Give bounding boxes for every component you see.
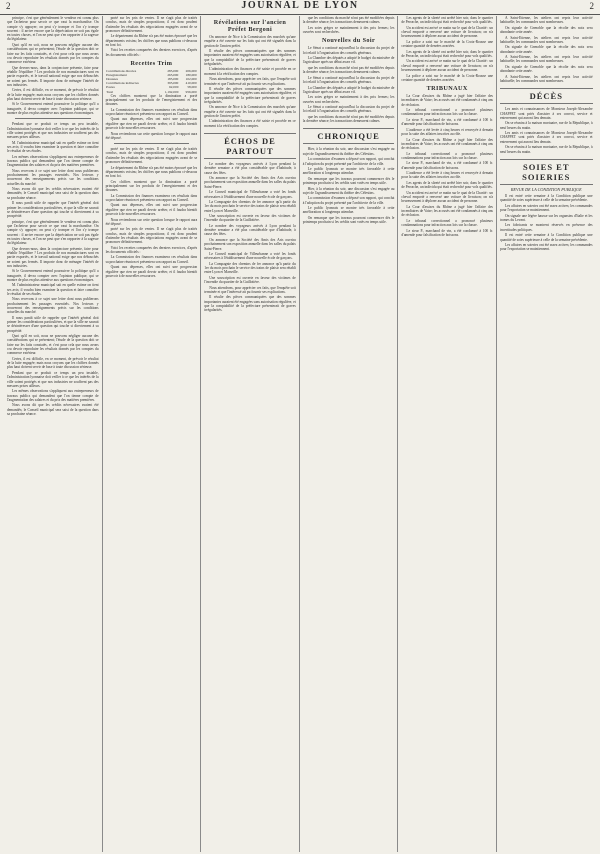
paragraph: La Cour d'assises du Rhône a jugé hier l'affaire des incendiaires de Vaise; les accusés ont été condamnés à cinq ans de réclusion. xyxy=(401,94,493,107)
paragraph: Le Conseil municipal de Villeurbanne a voté les fonds nécessaires à l'établissement d'une nouvelle école de garçons. xyxy=(204,252,296,261)
paragraph: porté sur les prix de ventes. Il ne s'agit plus de traités conclus, mais de simples propositions; il est donc prudent d'attendre les résultats des négociations engagées avant de se prononcer définitivement. xyxy=(105,227,198,245)
paragraph: Nous attendrons, pour apprécier ces faits, que l'enquête soit terminée et que l'intéressé ait pu fournir ses explications. xyxy=(204,285,296,294)
paragraph: On signale de Grenoble que la récolte des noix sera abondante cette année. xyxy=(499,64,593,74)
paragraph: Le Sénat a continué aujourd'hui la discussion du projet de loi relatif à l'organisation des conseils généraux. xyxy=(302,75,395,85)
paragraph: porté sur les prix de ventes. Il ne s'agit plus de traités conclus, mais de simples propositions; il est donc prudent d'attendre les résultats des négociations engagées avant de se prononcer définitivement. xyxy=(105,16,198,33)
paragraph: L'audience a été levée à cinq heures et renvoyée à demain pour la suite des affaires inscrites au rôle. xyxy=(401,171,493,180)
table-cell-value: 180,000 xyxy=(185,73,197,78)
paragraph: Que devons-nous, dans la conjoncture présente, faire pour rétablir l'équilibre ? Les produits de nos manufactures sont en partie exportés, et le travail national exige que nos débouchés ne soient pas fermés. Il importe donc de ménager l'intérêt de nos industries. xyxy=(7,65,99,87)
section-heading-echos: ÉCHOS DE PARTOUT xyxy=(204,133,296,159)
paragraph: On annonce de Nice à la Commission des marchés qu'une enquête a été ouverte sur les faits qui ont été signalés dans la gestion de l'ancien préfet. xyxy=(204,35,296,48)
paragraph: Quant aux dépenses, elles ont suivi une progression régulière que rien ne paraît devoir arrêter, et il faudra bientôt pourvoir à de nouvelles ressources. xyxy=(105,117,198,131)
paragraph: Il nous paraît utile de rappeler que l'intérêt général doit primer les considérations particulières, et que la ville ne saurait se désintéresser d'une question qui touche si directement à sa prospérité. xyxy=(7,201,99,219)
paragraph: On annonce que la Société des Amis des Arts ouvrira prochainement son exposition annuelle dans les salles du palais Saint-Pierre. xyxy=(204,237,296,251)
paragraph: Le public lyonnais se montre très favorable à cette amélioration si longtemps attendue. xyxy=(302,167,395,176)
paragraph: Il résulte des pièces communiquées que des sommes importantes auraient été engagées sans autorisation régulière, et que la comptabilité de la préfecture présenterait de graves irrégularités. xyxy=(204,295,296,313)
paragraph: Quoi qu'il en soit, nous ne pouvons négliger aucune des considérations qui se présentent; l'étude de la question doit se faire sur les faits constatés, et c'est pour cela que nous avons cru devoir reproduire les résultats donnés par les comptes du commerce extérieur. xyxy=(7,334,99,356)
divider xyxy=(114,143,190,144)
paragraph: L'administration des finances a été saisie et procède en ce moment à la vérification des comptes. xyxy=(204,119,296,128)
table-cell-value: 956,000 xyxy=(185,89,197,94)
table-cell-value: 265,000 xyxy=(167,73,179,78)
paragraph: La commission d'examen a déposé son rapport, qui conclut à l'adoption du projet présenté par l'architecte de la ville. xyxy=(302,157,395,166)
paragraph: Nous recevons à ce sujet une lettre dont nous publierons prochainement les passages essentiels. Nos lecteurs y trouveront des renseignements précis sur les conditions actuelles du marché. xyxy=(7,297,99,315)
paragraph: On se réunira à la maison mortuaire, rue de la République, à neuf heures du matin. xyxy=(499,121,593,130)
masthead xyxy=(0,0,600,15)
table-cell-value: 102,000 xyxy=(185,77,197,82)
table-cell-value: 206,000 xyxy=(185,69,197,74)
paragraph: Nous reviendrons sur cette question lorsque le rapport aura été déposé. xyxy=(105,131,198,140)
paragraph: Les agents de la sûreté ont arrêté hier soir, dans le quartier de Perrache, un individu qui était recherché pour vols qualifiés. xyxy=(401,49,493,58)
paragraph: On annonce que la Société des Amis des Arts ouvrira prochainement son exposition annuelle dans les salles du palais Saint-Pierre. xyxy=(204,176,296,189)
table-cell-label: Contributions indirectes xyxy=(106,81,139,86)
paragraph: M. l'administrateur municipal sait en quelle estime on tient ses avis; il voudra bien examiner la question et faire connaître le résultat de ses études. xyxy=(7,283,99,296)
column-2 xyxy=(103,16,202,852)
paragraph: La Chambre des députés a adopté le budget du ministère de l'agriculture après un débat assez vif. xyxy=(302,85,395,94)
paragraph: Hier, à la réunion du soir, une discussion s'est engagée au sujet de l'agrandissement du théâtre des Célestins. xyxy=(302,147,395,156)
paragraph: Le nombre des voyageurs arrivés à Lyon pendant la dernière semaine a été plus considérable que d'habitude, à cause des fêtes. xyxy=(204,223,296,237)
column-6 xyxy=(497,16,596,852)
table-cell-value: 1,192,000 xyxy=(164,89,179,94)
paragraph: Il est entré cette semaine à la Condition publique une quantité de soies supérieure à celle de la semaine précédente. xyxy=(499,194,593,203)
table-cell-label: Douanes xyxy=(106,77,118,82)
paragraph: Les soies grèges se maintiennent à des prix fermes; les ouvrées sont recherchées. xyxy=(302,25,395,35)
paragraph: On remarque que les travaux pourront commencer dès le printemps prochain si les crédits sont votés en temps utile. xyxy=(302,215,395,225)
section-heading-chronique: CHRONIQUE xyxy=(303,128,395,144)
paragraph: Le département du Rhône n'a pas été moins éprouvé que les départements voisins; les chiffres que nous publions ci-dessous en font foi. xyxy=(105,34,198,47)
paragraph: La Commission des finances examinera ces résultats dans sa prochaine réunion et présentera son rapport au Conseil. xyxy=(105,107,198,116)
paragraph: Nous avons dit que les crédits nécessaires avaient été demandés; le Conseil municipal sera saisi de la question dans sa prochaine séance. xyxy=(7,403,99,416)
section-heading-soies: SOIES ET SOIERIES xyxy=(500,159,593,185)
paragraph: Nous avons dit que les crédits nécessaires avaient été demandés; le Conseil municipal sera saisi de la question dans sa prochaine séance. xyxy=(7,187,99,200)
paragraph: Le Sénat a continué aujourd'hui la discussion du projet de loi relatif à l'organisation des conseils généraux. xyxy=(302,105,395,114)
paragraph: M. l'administrateur municipal sait en quelle estime on tient ses avis; il voudra bien examiner la question et faire connaître le résultat de ses études. xyxy=(7,140,99,154)
article-heading: Révélations sur l'ancien Préfet Bergoni xyxy=(213,19,287,33)
paragraph: Les affaires en soieries ont été assez actives; les commandes pour l'exportation se maintiennent. xyxy=(499,203,593,213)
table-cell-value: 185,000 xyxy=(167,77,179,82)
paragraph: que les conditions du marché n'ont pas été modifiées depuis la dernière séance; les transactions demeurent calmes. xyxy=(302,16,395,25)
paragraph: Le département du Rhône n'a pas été moins éprouvé que les départements voisins; les chiffres que nous publions ci-dessous en font foi. xyxy=(105,165,198,179)
page-number-right: 2 xyxy=(589,1,594,11)
paragraph: Nous recevons à ce sujet une lettre dont nous publierons prochainement les passages essentiels. Nos lecteurs y trouveront des renseignements précis sur les conditions actuelles du marché. xyxy=(7,168,99,186)
paragraph: A Saint-Etienne, les ateliers ont repris leur activité habituelle; les commandes sont nombreuses. xyxy=(499,74,593,83)
newspaper-title: JOURNAL DE LYON xyxy=(241,0,359,11)
paragraph: Pendant que se produit ce temps un peu instable, l'administration lyonnaise doit veiller à ce que les intérêts de la ville soient protégés et que nos industries ne souffrent pas des mesures prises ailleurs. xyxy=(7,370,99,388)
paragraph: La police a saisi sur le marché de la Croix-Rousse une certaine quantité de denrées avariées. xyxy=(401,73,493,82)
table-cell-value: 395,000 xyxy=(167,81,179,86)
table-title: Recettes Trim xyxy=(130,60,173,68)
paragraph: L'administration des finances a été saisie et procède en ce moment à la vérification des comptes. xyxy=(204,67,296,76)
article-heading: Nouvelles du Soir xyxy=(321,37,376,45)
paragraph: On remarque que les travaux pourront commencer dès le printemps prochain si les crédits sont votés en temps utile. xyxy=(302,176,395,186)
section-heading-deces: DÉCÈS xyxy=(500,88,593,104)
paragraph: La Chambre des députés a adopté le budget du ministère de l'agriculture après un débat assez vif. xyxy=(302,56,395,65)
paragraph: Le sieur P., marchand de vin, a été condamné à 100 fr. d'amende pour falsification de boissons. xyxy=(401,117,493,127)
paragraph: Certes, il est difficile, en ce moment, de prévoir le résultat de la lutte engagée; mais nous croyons que les chiffres donnés plus haut doivent servir de base à toute discussion sérieuse. xyxy=(7,88,99,101)
paragraph: On signale de Grenoble que la récolte des noix sera abondante cette année. xyxy=(499,25,593,35)
paragraph: Si le Gouvernement entend poursuivre la politique qu'il a inaugurée, il devra compter avec l'opinion publique, qui se montre de plus en plus attentive aux questions économiques. xyxy=(7,269,99,282)
paragraph: Les fabricants se montrent réservés en présence des incertitudes politiques. xyxy=(499,223,593,232)
paragraph: Pendant que se produit ce temps un peu instable, l'administration lyonnaise doit veiller à ce que les intérêts de la ville soient protégés et que nos industries ne souffrent pas des mesures prises ailleurs. xyxy=(7,122,99,140)
paragraph: Ces chiffres montrent que la diminution a porté principalement sur les produits de l'enregistrement et des douanes. xyxy=(105,93,198,107)
paragraph: Voici les recettes comparées des derniers exercices, d'après les documents officiels : xyxy=(105,245,198,254)
paragraph: Nous attendrons, pour apprécier ces faits, que l'enquête soit terminée et que l'intéressé ait pu fournir ses explications. xyxy=(204,77,296,86)
paragraph: Les amis et connaissances de Monsieur Joseph-Alexandre CHAPPET sont priés d'assister à ses convoi, service et enterrement qui auront lieu demain. xyxy=(499,107,593,120)
paragraph: Le nombre des voyageurs arrivés à Lyon pendant la dernière semaine a été plus considérable que d'habitude, à cause des fêtes. xyxy=(204,162,296,175)
article-heading: TRIBUNAUX xyxy=(426,85,468,93)
columns xyxy=(4,16,596,852)
paragraph: Le tribunal correctionnel a prononcé plusieurs condamnations pour infraction aux lois sur la chasse. xyxy=(401,108,493,117)
paragraph: Le Conseil municipal de Villeurbanne a voté les fonds nécessaires à l'établissement d'une nouvelle école de garçons. xyxy=(204,190,296,199)
table-cell-value: 58,000 xyxy=(187,85,197,90)
paragraph: Il résulte des pièces communiquées que des sommes importantes auraient été engagées sans autorisation régulière, et que la comptabilité de la préfecture présenterait de graves irrégularités. xyxy=(204,87,296,104)
paragraph: La police a saisi sur le marché de la Croix-Rousse une certaine quantité de denrées avariées. xyxy=(401,39,493,49)
paragraph: Les mêmes observations s'appliquent aux entrepreneurs de travaux publics qui demandent que l'on tienne compte de l'augmentation des salaires et du prix des matières premières. xyxy=(7,154,99,168)
table-cell-label: Total xyxy=(106,89,114,94)
paragraph: Voici les recettes comparées des derniers exercices, d'après les documents officiels : xyxy=(105,48,198,57)
column-4 xyxy=(300,16,399,852)
section-subheading: REVUE DE LA CONDITION PUBLIQUE xyxy=(510,186,582,192)
column-5 xyxy=(398,16,497,852)
paragraph: A Saint-Etienne, les ateliers ont repris leur activité habituelle; les commandes sont nombreuses. xyxy=(499,35,593,44)
paragraph: La Cour d'assises du Rhône a jugé hier l'affaire des incendiaires de Vaise; les accusés ont été condamnés à cinq ans de réclusion. xyxy=(401,137,493,151)
paragraph: Les mêmes observations s'appliquent aux entrepreneurs de travaux publics qui demandent que l'on tienne compte de l'augmentation des salaires et du prix des matières premières. xyxy=(7,389,99,402)
paragraph: Ces chiffres montrent que la diminution a porté principalement sur les produits de l'enregistrement et des douanes. xyxy=(105,179,198,193)
table-cell-value: 285,000 xyxy=(167,69,179,74)
paragraph: A Saint-Etienne, les ateliers ont repris leur activité habituelle; les commandes sont nombreuses. xyxy=(499,55,593,64)
paragraph: La Cour d'assises du Rhône a jugé hier l'affaire des incendiaires de Vaise; les accusés ont été condamnés à cinq ans de réclusion. xyxy=(401,204,493,218)
table-cell-label: Postes xyxy=(106,85,115,90)
paragraph: Le tribunal correctionnel a prononcé plusieurs condamnations pour infraction aux lois sur la chasse. xyxy=(401,151,493,160)
paragraph: Quoi qu'il en soit, nous ne pouvons négliger aucune des considérations qui se présentent; l'étude de la question doit se faire sur les faits constatés, et c'est pour cela que nous avons cru devoir reproduire les résultats donnés par les comptes du commerce extérieur. xyxy=(7,42,99,65)
paragraph: Un accident est arrivé ce matin sur le quai de la Charité : un cheval emporté a renversé une voiture de livraison; on n'a heureusement à déplorer aucun accident de personne. xyxy=(401,59,493,73)
paragraph: La Commission des finances examinera ces résultats dans sa prochaine réunion et présentera son rapport au Conseil. xyxy=(105,193,198,202)
finance-table xyxy=(106,69,198,94)
paragraph: Une souscription est ouverte en faveur des victimes de l'incendie du quartier de la Guillotière. xyxy=(204,275,296,285)
paragraph: Les agents de la sûreté ont arrêté hier soir, dans le quartier de Perrache, un individu qui était recherché pour vols qualifiés. xyxy=(401,180,493,190)
divider xyxy=(15,118,91,119)
paragraph: L'audience a été levée à cinq heures et renvoyée à demain pour la suite des affaires inscrites au rôle. xyxy=(401,127,493,137)
paragraph: On se réunira à la maison mortuaire, rue de la République, à neuf heures du matin. xyxy=(499,145,593,154)
paragraph: A Saint-Etienne, les ateliers ont repris leur activité habituelle; les commandes sont nombreuses. xyxy=(499,16,593,25)
paragraph: Les agents de la sûreté ont arrêté hier soir, dans le quartier de Perrache, un individu qui était recherché pour vols qualifiés. xyxy=(401,16,493,25)
paragraph: Le tribunal correctionnel a prononcé plusieurs condamnations pour infraction aux lois sur la chasse. xyxy=(401,218,493,228)
table-cell-label: Enregistrement xyxy=(106,73,127,78)
paragraph: Quant aux dépenses, elles ont suivi une progression régulière que rien ne paraît devoir arrêter, et il faudra bientôt pourvoir à de nouvelles ressources. xyxy=(105,265,198,278)
paragraph: Que devons-nous, dans la conjoncture présente, faire pour rétablir l'équilibre ? Les produits de nos manufactures sont en partie exportés, et le travail national exige que nos débouchés ne soient pas fermés. Il importe donc de ménager l'intérêt de nos industries. xyxy=(7,246,99,268)
paragraph: Un accident est arrivé ce matin sur le quai de la Charité : un cheval emporté a renversé une voiture de livraison; on n'a heureusement à déplorer aucun accident de personne. xyxy=(401,190,493,204)
paragraph: que les conditions du marché n'ont pas été modifiées depuis la dernière séance; les transactions demeurent calmes. xyxy=(302,65,395,75)
paragraph: La Compagnie des chemins de fer annonce qu'à partir du 1er du mois prochain le service des trains de plaisir sera rétabli entre Lyon et Marseille. xyxy=(204,200,296,213)
paragraph: Nous reviendrons sur cette question lorsque le rapport aura été déposé. xyxy=(105,217,198,226)
paragraph: La Compagnie des chemins de fer annonce qu'à partir du 1er du mois prochain le service des trains de plaisir sera rétabli entre Lyon et Marseille. xyxy=(204,261,296,275)
paragraph: Il nous paraît utile de rappeler que l'intérêt général doit primer les considérations particulières, et que la ville ne saurait se désintéresser d'une question qui touche si directement à sa prospérité. xyxy=(7,315,99,333)
paragraph: Hier, à la réunion du soir, une discussion s'est engagée au sujet de l'agrandissement du théâtre des Célestins. xyxy=(302,186,395,195)
paragraph: principe, c'est que généralement le vendeur est connu plus que l'acheteur pour savoir ce que vaut la marchandise. On compte s'y appuyer; on peut s'y tromper et l'on s'y trompe souvent : il arrive encore que la dépréciation ne soit pas égale en toutes choses, et l'on ne peut que s'en rapporter à la sagesse du législateur. xyxy=(7,219,99,246)
paragraph: On annonce de Nice à la Commission des marchés qu'une enquête a été ouverte sur les faits qui ont été signalés dans la gestion de l'ancien préfet. xyxy=(204,105,296,118)
paragraph: Un accident est arrivé ce matin sur le quai de la Charité : un cheval emporté a renversé une voiture de livraison; on n'a heureusement à déplorer aucun accident de personne. xyxy=(401,25,493,39)
paragraph: On signale une légère hausse sur les organsins d'Italie et les trames du Levant. xyxy=(499,213,593,222)
column-3 xyxy=(201,16,300,852)
paragraph: Le public lyonnais se montre très favorable à cette amélioration si longtemps attendue. xyxy=(302,206,395,215)
paragraph: Quant aux dépenses, elles ont suivi une progression régulière que rien ne paraît devoir arrêter, et il faudra bientôt pourvoir à de nouvelles ressources. xyxy=(105,203,198,217)
table-cell-value: 410,000 xyxy=(185,81,197,86)
paragraph: Le sieur P., marchand de vin, a été condamné à 100 fr. d'amende pour falsification de boissons. xyxy=(401,228,493,237)
paragraph: La Commission des finances examinera ces résultats dans sa prochaine réunion et présentera son rapport au Conseil. xyxy=(105,255,198,264)
paragraph: La commission d'examen a déposé son rapport, qui conclut à l'adoption du projet présenté par l'architecte de la ville. xyxy=(302,196,395,205)
paragraph: porté sur les prix de ventes. Il ne s'agit plus de traités conclus, mais de simples propositions; il est donc prudent d'attendre les résultats des négociations engagées avant de se prononcer définitivement. xyxy=(105,147,198,165)
column-1 xyxy=(4,16,103,852)
table-cell-label: Contributions directes xyxy=(106,69,137,74)
paragraph: Les amis et connaissances de Monsieur Joseph-Alexandre CHAPPET sont priés d'assister à ses convoi, service et enterrement qui auront lieu demain. xyxy=(499,131,593,144)
paragraph: Les affaires en soieries ont été assez actives; les commandes pour l'exportation se maintiennent. xyxy=(499,243,593,252)
paragraph: Les soies grèges se maintiennent à des prix fermes; les ouvrées sont recherchées. xyxy=(302,95,395,104)
paragraph: principe, c'est que généralement le vendeur est connu plus que l'acheteur pour savoir ce que vaut la marchandise. On compte s'y appuyer; on peut s'y tromper et l'on s'y trompe souvent : il arrive encore que la dépréciation ne soit pas égale en toutes choses, et l'on ne peut que s'en rapporter à la sagesse du législateur. xyxy=(7,16,99,42)
paragraph: Il résulte des pièces communiquées que des sommes importantes auraient été engagées sans autorisation régulière, et que la comptabilité de la préfecture présenterait de graves irrégularités. xyxy=(204,49,296,66)
page-number-left: 2 xyxy=(6,1,11,11)
paragraph: que les conditions du marché n'ont pas été modifiées depuis la dernière séance; les transactions demeurent calmes. xyxy=(302,114,395,124)
paragraph: Certes, il est difficile, en ce moment, de prévoir le résultat de la lutte engagée; mais nous croyons que les chiffres donnés plus haut doivent servir de base à toute discussion sérieuse. xyxy=(7,356,99,370)
paragraph: Le Sénat a continué aujourd'hui la discussion du projet de loi relatif à l'organisation des conseils généraux. xyxy=(302,46,395,55)
paragraph: Si le Gouvernement entend poursuivre la politique qu'il a inaugurée, il devra compter avec l'opinion publique, qui se montre de plus en plus attentive aux questions économiques. xyxy=(7,102,99,115)
paragraph: Le sieur P., marchand de vin, a été condamné à 100 fr. d'amende pour falsification de boissons. xyxy=(401,161,493,170)
table-cell-value: 62,000 xyxy=(169,85,179,90)
paragraph: Il est entré cette semaine à la Condition publique une quantité de soies supérieure à celle de la semaine précédente. xyxy=(499,233,593,242)
paragraph: Une souscription est ouverte en faveur des victimes de l'incendie du quartier de la Guillotière. xyxy=(204,214,296,223)
paragraph: On signale de Grenoble que la récolte des noix sera abondante cette année. xyxy=(499,45,593,54)
